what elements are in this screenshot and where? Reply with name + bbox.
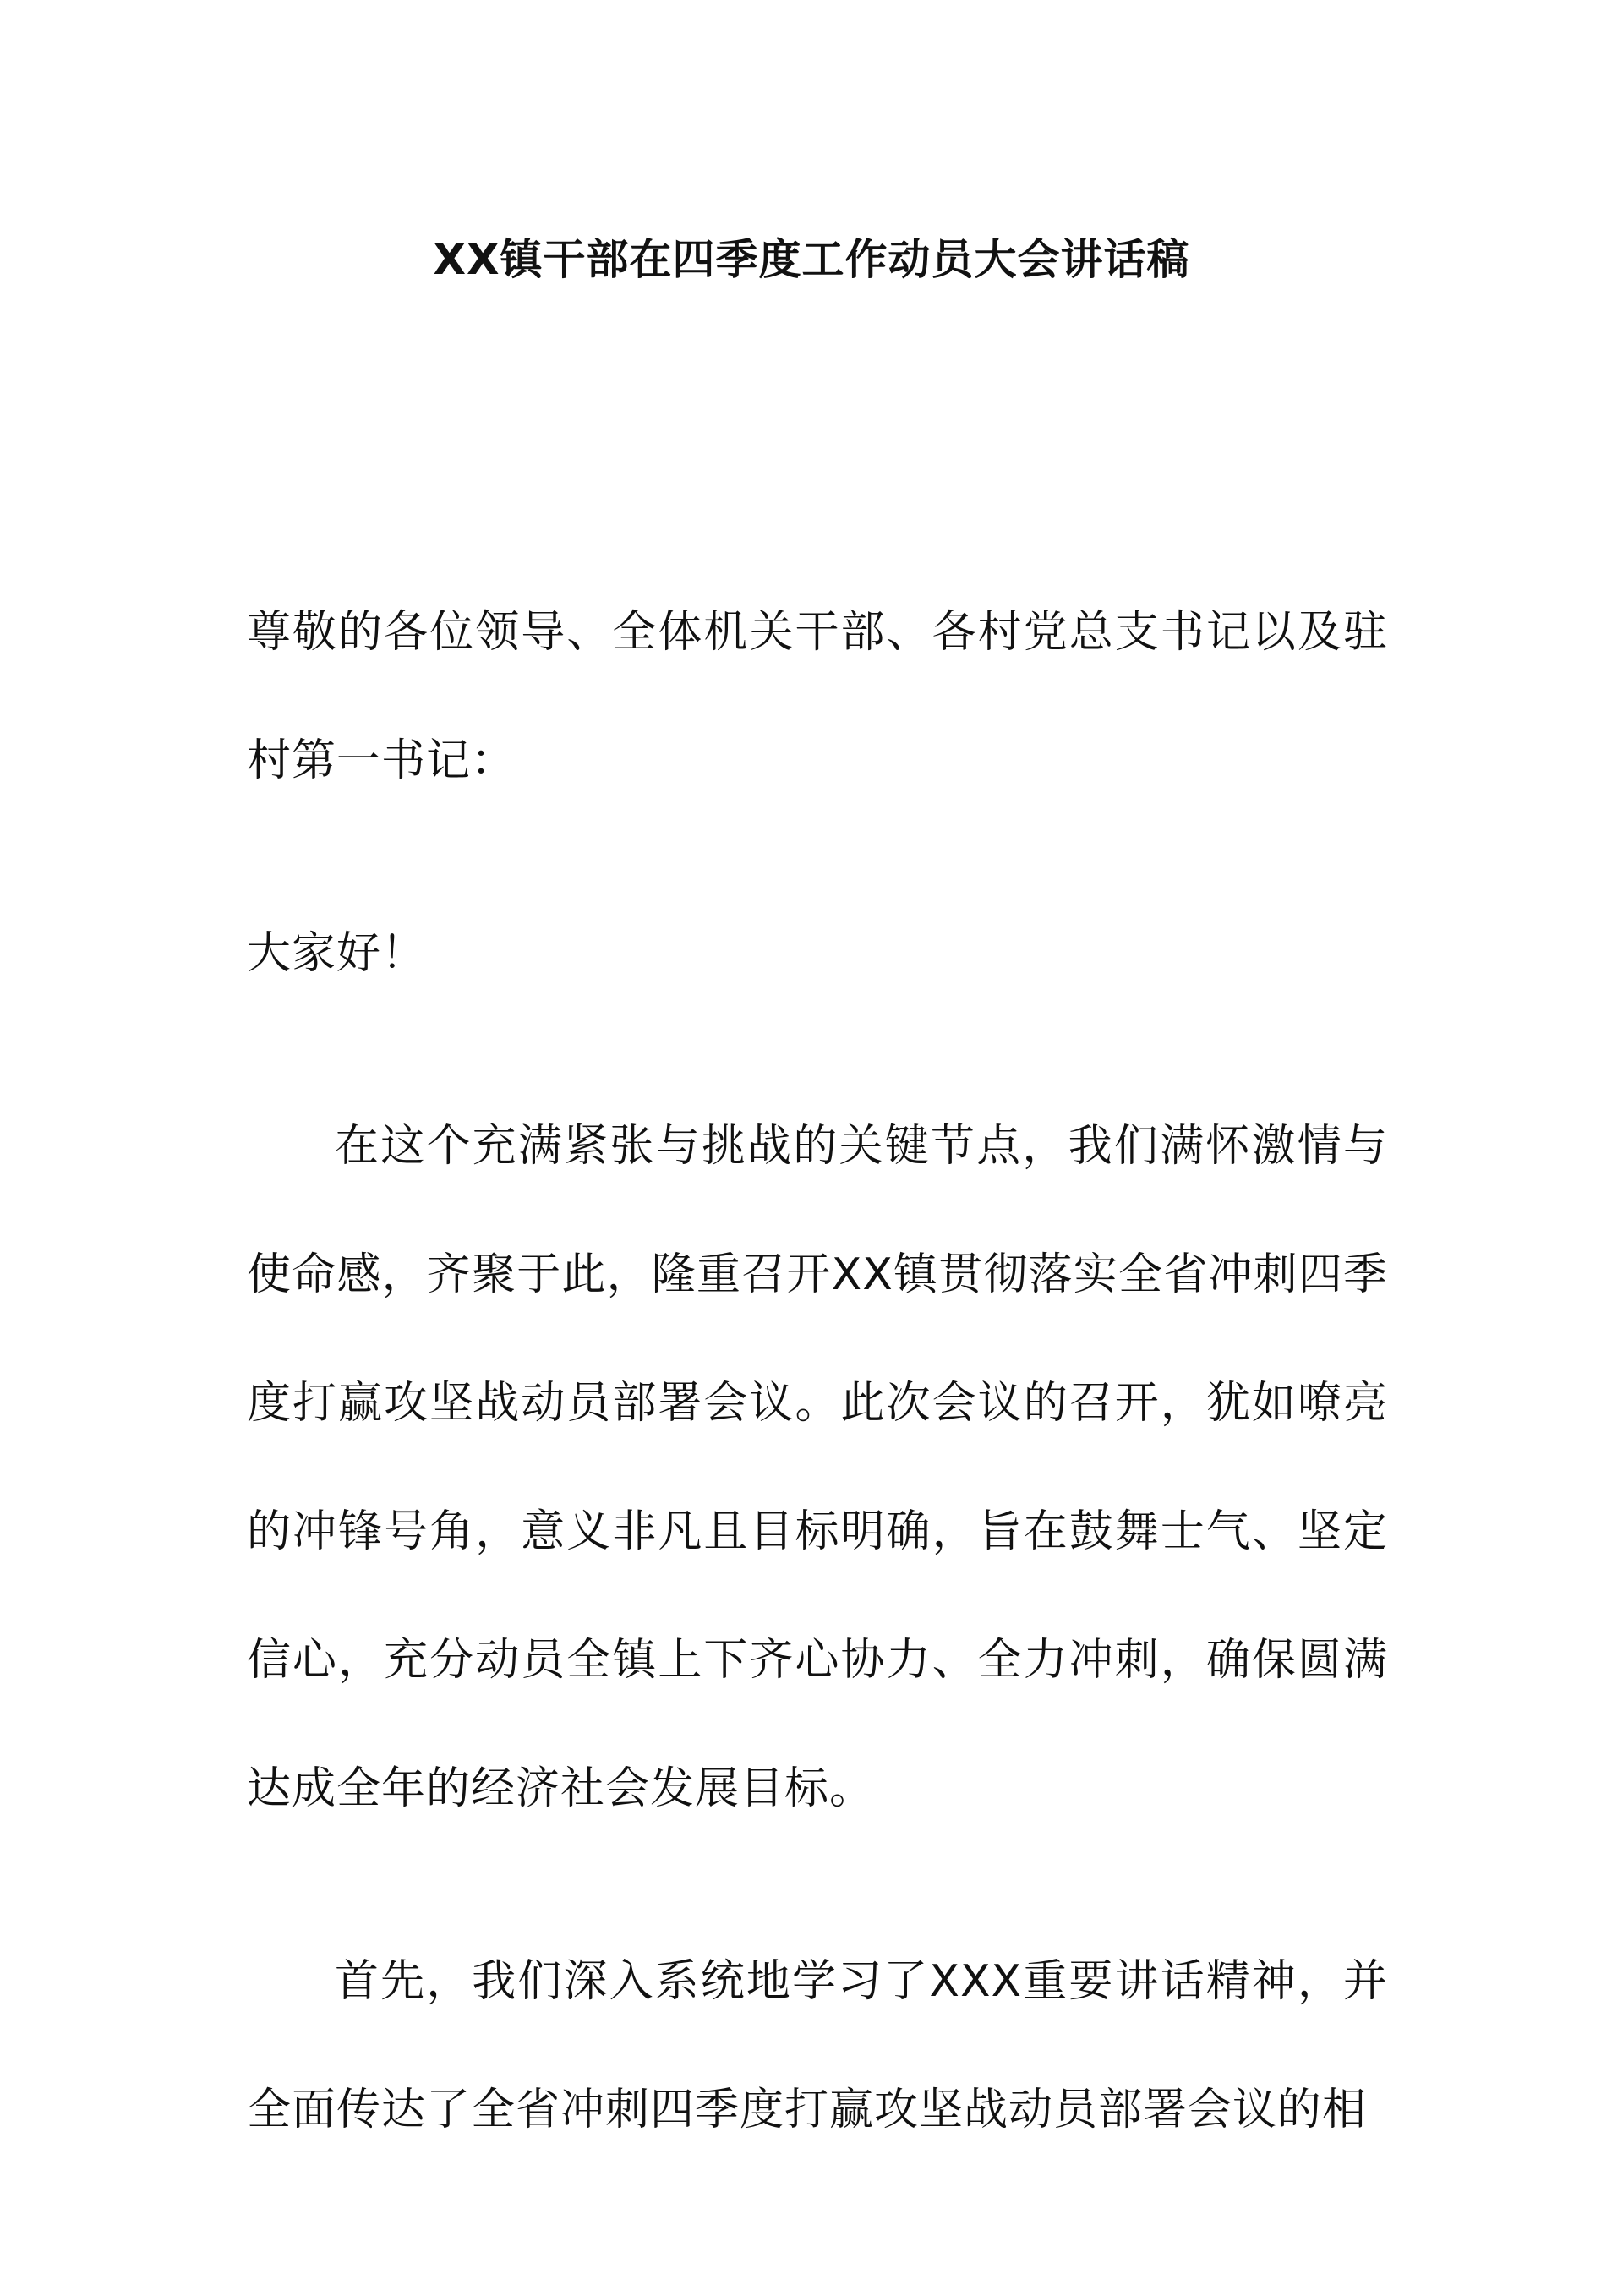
greeting-paragraph: 大家好！	[247, 928, 427, 979]
document-body	[247, 568, 1388, 2174]
document-title: XX镇干部在四季度工作动员大会讲话稿	[433, 235, 1190, 284]
body-paragraph-1: 在这个充满紧张与挑战的关键节点，我们满怀激情与使命感，齐聚于此，隆重召开XX镇贯彻落实全省冲刺四季度打赢攻坚战动员部署会议。此次会议的召开，犹如嘹亮的冲锋号角，意义非凡且目标明确，旨在鼓舞士气、坚定信心，充分动员全镇上下齐心协力、全力冲刺，确保圆满达成全年的经济社会发展目标。	[247, 1121, 1388, 1814]
body-paragraph-2: 首先，我们深入系统地学习了XXX重要讲话精神，并全面传达了全省冲刺四季度打赢攻坚战动员部署会议的相	[247, 1956, 1388, 2135]
salutation-paragraph: 尊敬的各位领导、全体机关干部、各村党总支书记以及驻村第一书记：	[247, 607, 1388, 786]
